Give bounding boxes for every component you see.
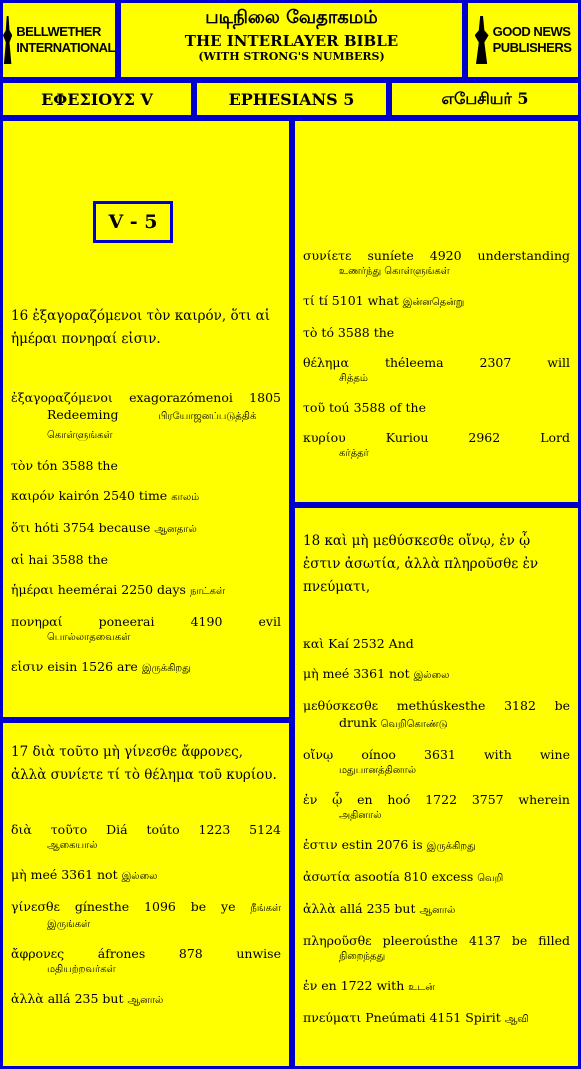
verse-heading: 17 διὰ τοῦτο μὴ γίνεσθε ἄφρονες, ἀλλὰ συνίετε τί τὸ θέλημα τοῦ κυρίου. [11,744,277,783]
word-entry: καὶ Kaí 2532 And [303,636,414,651]
word-entry: ὅτι hóti 3754 because ஆனதால் [11,520,197,535]
word-entry: κυρίου Kuriou 2962 Lord கர்த்தர் [303,430,570,459]
logo-line: PUBLISHERS [492,40,572,55]
word-entry: ἐξαγοραζόμενοι exagorazómenoi 1805 Redeeming பிரயோஜனப்படுத்திக் கொள்ளுங்கள் [11,390,281,441]
word-entry: μὴ meé 3361 not இல்லை [303,666,450,681]
word-entry: πονηραί poneerai 4190 evil பொல்லாதவைகள் [11,614,281,643]
word-entry: τί tí 5101 what இன்னதென்று [303,293,465,308]
word-entry: θέλημα théleema 2307 will சித்தம் [303,355,570,384]
logo-line: BELLWETHER [16,24,101,39]
word-entry: τοῦ toú 3588 of the [303,400,426,415]
chapter-tamil: எபேசியர் 5 [389,80,581,118]
ram-icon [475,16,489,64]
word-entry: ἐν en 1722 with உடன் [303,978,435,993]
word-entry: ἡμέραι heemérai 2250 days நாட்கள் [11,582,225,597]
word-entry: ἄφρονες áfrones 878 unwise மதியற்றவர்கள் [11,946,281,975]
chapter-label: V - 5 [93,201,173,243]
chapter-english: EPHESIANS 5 [194,80,389,118]
verse-heading: 16 ἐξαγοραζόμενοι τὸν καιρόν, ὅτι αἱ ἡμέραι πονηραί εἰσιν. [11,308,271,347]
word-entry: τὸ tó 3588 the [303,325,395,340]
word-entry: ἀλλὰ allá 235 but ஆனால் [11,991,164,1006]
word-entry: καιρόν kairón 2540 time காலம் [11,488,200,503]
word-entry: εἰσιν eisin 1526 are இருக்கிறது [11,659,191,674]
ram-icon [3,16,12,64]
word-entry: ἐν ᾧ en hoó 1722 3757 wherein அதினால் [303,792,570,821]
verse-17-continued-panel [292,118,581,505]
logo-line: INTERNATIONAL [16,40,115,55]
word-entry: μεθύσκεσθε methúskesthe 3182 be drunk வெறிகொண்டு [303,698,570,730]
title-tamil: படிநிலை வேதாகமம் [205,7,378,28]
good-news-logo [465,0,581,80]
word-entry: γίνεσθε gínesthe 1096 be ye நீங்கள் இருங்கள் [11,899,281,930]
logo-line: GOOD NEWS [492,24,571,39]
chapter-greek: ΕΦΕΣΙΟΥΣ V [0,80,194,118]
bellwether-logo [0,0,118,80]
verse-18-panel [292,505,581,1069]
word-entry: αἱ hai 3588 the [11,552,109,567]
word-entry: οἴνῳ oínoo 3631 with wine மதுபானத்தினால் [303,747,570,776]
word-entry: πληροῦσθε pleeroústhe 4137 be filled நிறைந்தது [303,933,570,962]
verse-16-panel [0,118,292,720]
word-entry: διὰ τοῦτο Diá toúto 1223 5124 ஆகையால் [11,822,281,851]
word-entry: ἀσωτία asootía 810 excess வெறி [303,869,504,884]
word-entry: ἐστιν estin 2076 is இருக்கிறது [303,837,476,852]
page-title [118,0,465,80]
word-entry: ἀλλὰ allá 235 but ஆனால் [303,901,456,916]
verse-heading: 18 καὶ μὴ μεθύσκεσθε οἴνῳ, ἐν ᾧ ἐστιν ἀσωτία, ἀλλὰ πληροῦσθε ἐν πνεύματι, [303,533,539,595]
title-subtitle: (WITH STRONG'S NUMBERS) [198,50,385,63]
word-entry: μὴ meé 3361 not இல்லை [11,867,158,882]
word-entry: συνίετε suníete 4920 understanding உணர்ந்து கொள்ளுங்கள் [303,248,570,277]
word-entry: πνεύματι Pneúmati 4151 Spirit ஆவி [303,1010,529,1025]
title-english: THE INTERLAYER BIBLE [184,32,399,50]
verse-17-panel [0,720,292,1069]
word-entry: τὸν tón 3588 the [11,458,118,473]
